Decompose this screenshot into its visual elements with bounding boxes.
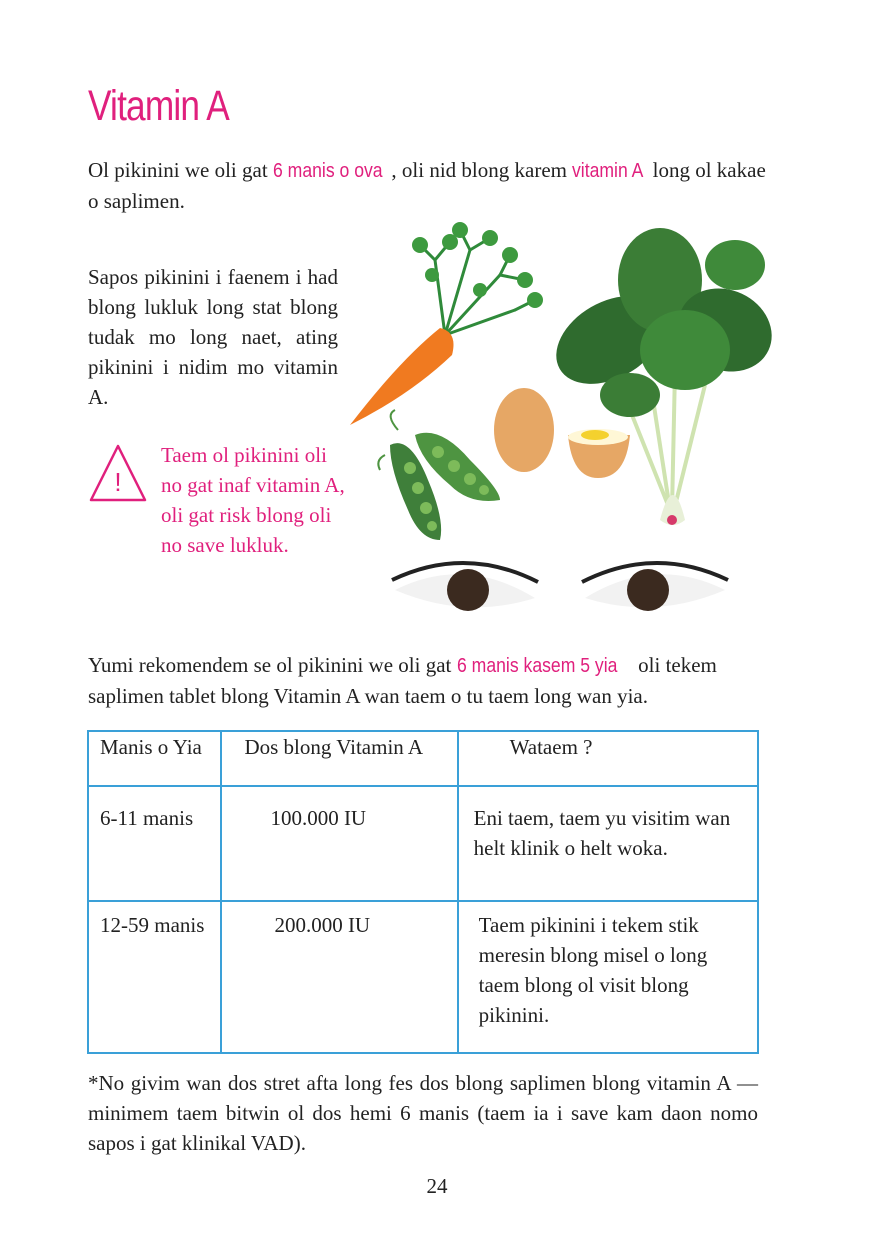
intro-highlight-vitamin: vitamin A <box>572 160 644 182</box>
recommendation-paragraph <box>88 650 778 711</box>
intro-paragraph <box>88 155 768 216</box>
carrot-icon <box>350 328 454 425</box>
table-header-row <box>88 731 758 786</box>
warning-symbol: ! <box>114 467 122 497</box>
cell-when: Eni taem, taem yu visitim wan helt klinik o helt woka. <box>458 786 758 901</box>
table-row <box>88 901 758 1053</box>
cell-dose: 100.000 IU <box>221 786 457 901</box>
recommendation-text-2: oli tekem saplimen tablet blong Vitamin A wan taem o tu taem long wan yia. <box>88 653 717 708</box>
recommendation-text-1: Yumi rekomendem se ol pikinini we oli gat <box>88 653 457 677</box>
left-eye-icon <box>392 563 538 611</box>
intro-text-3: long ol kakae o saplimen. <box>88 158 766 213</box>
vitamin-a-dose-table <box>87 730 759 1054</box>
cell-age: 12-59 manis <box>88 901 221 1053</box>
intro-text-1: Ol pikinini we oli gat <box>88 158 273 182</box>
footnote: *No givim wan dos stret afta long fes dos blong saplimen blong vitamin A — minimem taem bitwin ol dos hemi 6 manis (taem ia i save kam daon nomo sapos i gat klinikal VAD). <box>88 1071 758 1155</box>
pea-pods-icon <box>378 410 500 540</box>
header-when: Wataem ? <box>458 731 758 786</box>
intro-text-2: , oli nid blong karem <box>391 158 573 182</box>
cell-when: Taem pikinini i tekem stik meresin blong misel o long taem blong ol visit blong pikinini. <box>458 901 758 1053</box>
night-blindness-paragraph: Sapos pikinini i faenem i had blong lukluk long stat blong tudak mo long naet, ating pikinini i nidim mo vitamin A. <box>88 265 338 409</box>
table-row <box>88 786 758 901</box>
warning-text: Taem ol pikinini oli no gat inaf vitamin A, oli gat risk blong oli no save lukluk. <box>161 443 345 557</box>
cell-dose: 200.000 IU <box>221 901 457 1053</box>
page-title: Vitamin A <box>88 82 229 130</box>
header-dose: Dos blong Vitamin A <box>221 731 457 786</box>
food-illustration <box>340 220 780 620</box>
warning-icon <box>88 443 148 503</box>
spinach-icon <box>541 228 780 525</box>
cell-age: 6-11 manis <box>88 786 221 901</box>
header-age: Manis o Yia <box>88 731 221 786</box>
page-number: 24 <box>426 1174 448 1198</box>
cracked-egg-icon <box>568 429 630 478</box>
carrot-leaf-tufts <box>412 222 543 308</box>
intro-highlight-age: 6 manis o ova <box>272 160 383 182</box>
right-eye-icon <box>582 563 728 611</box>
recommendation-highlight-age: 6 manis kasem 5 yia <box>456 655 618 677</box>
egg-icon <box>494 388 554 472</box>
